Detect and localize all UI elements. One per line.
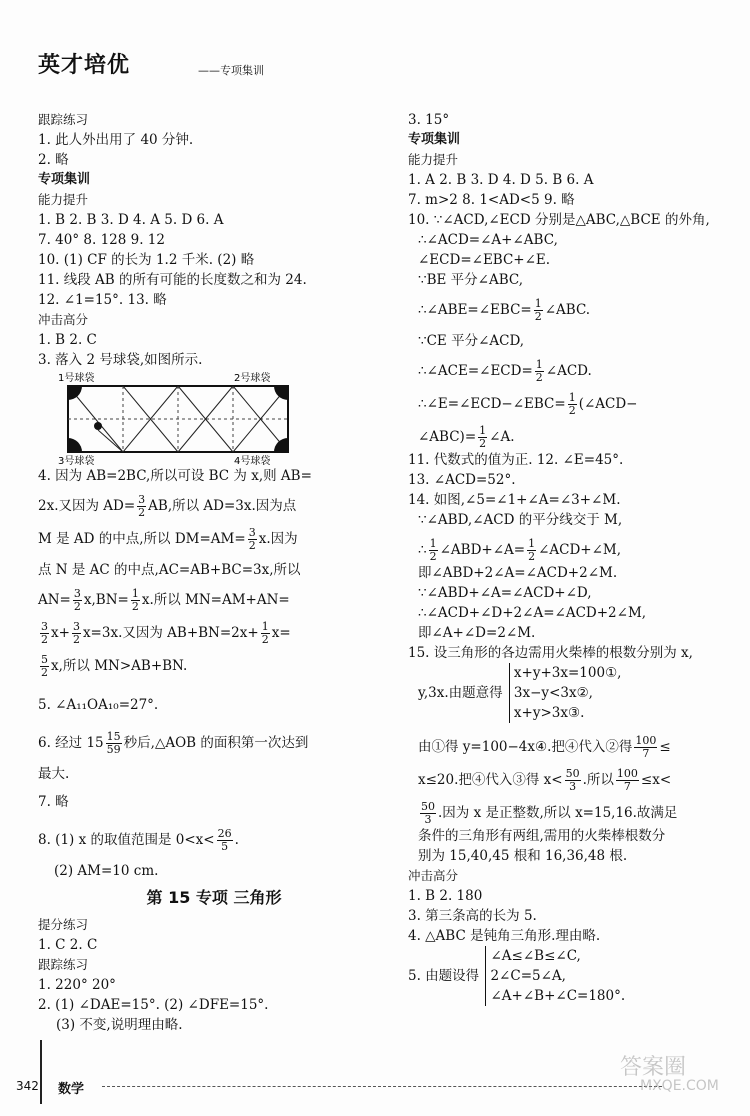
right-column (408, 110, 748, 1010)
answer-line: 4. △ABC 是钝角三角形.理由略. (408, 928, 601, 944)
answer-line: 7. 40° 8. 128 9. 12 (38, 232, 165, 248)
pocket-label-4: 4号球袋 (234, 456, 271, 466)
answer-line: ∵∠ABD,∠ACD 的平分线交于 M, (418, 512, 623, 528)
answer-line: 1. C 2. C (38, 937, 98, 953)
answer-line: 点 N 是 AC 的中点,AC=AB+BC=3x,所以 (38, 562, 301, 578)
pocket-label-1: 1号球袋 (58, 373, 95, 384)
left-column (38, 110, 390, 1035)
answer-line: 15. 设三角形的各边需用火柴棒的根数分别为 x, (408, 645, 693, 661)
answer-line: x≤20.把④代入③得 x< $\frac{50}{3}$ .所以 $\frac{100}{7}$ ≤x< (418, 767, 672, 793)
answer-line: (2) AM=10 cm. (54, 863, 159, 879)
answer-line: 5. ∠A₁₁OA₁₀=27°. (38, 697, 159, 713)
answer-line: 11. 代数式的值为正. 12. ∠E=45°. (408, 452, 624, 468)
answer-line: 2. (1) ∠DAE=15°. (2) ∠DFE=15°. (38, 997, 269, 1013)
answer-line: 条件的三角形有两组,需用的火柴棒根数分 (418, 828, 666, 844)
answer-line: ∵BE 平分∠ABC, (418, 272, 524, 288)
answer-line: 1. B 2. B 3. D 4. A 5. D 6. A (38, 212, 224, 228)
heading: 冲击高分 (408, 868, 459, 883)
answer-line: 7. 略 (38, 794, 69, 810)
answer-line: ∠ECD=∠EBC+∠E. (418, 252, 551, 268)
header-logo (30, 40, 360, 90)
answer-line: 3. 15° (408, 112, 450, 128)
answer-line: 6. 经过 15 $\frac{15}{59}$ 秒后,△AOB 的面积第一次达到 (38, 730, 309, 756)
subject-label: 数学 (58, 1082, 85, 1097)
answer-line: 由①得 y=100−4x④.把④代入②得 $\frac{100}{7}$ ≤ (418, 734, 671, 760)
answer-line: 10. (1) CF 的长为 1.2 千米. (2) 略 (38, 252, 255, 268)
answer-line: 4. 因为 AB=2BC,所以可设 BC 为 x,则 AB= (38, 468, 312, 484)
answer-line: ∴∠ACE=∠ECD= $\frac{1}{2}$ ∠ACD. (418, 358, 592, 384)
answer-line: $\frac{5}{2}$ x,所以 MN>AB+BN. (41, 653, 188, 679)
answer-line: M 是 AD 的中点,所以 DM=AM= $\frac{3}{2}$ x.因为 (38, 526, 298, 552)
billiard-table (38, 370, 338, 466)
heading: 专项集训 (38, 172, 91, 187)
equation-system: y,3x.由题意得 x+y+3x=100①, 3x−y<3x②, x+y>3x③. (418, 665, 622, 721)
answer-line: 14. 如图,∠5=∠1+∠A=∠3+∠M. (408, 492, 621, 508)
answer-line: $\frac{50}{3}$ .因为 x 是正整数,所以 x=15,16.故满足 (421, 800, 678, 826)
pocket-3 (68, 438, 82, 452)
answer-line: 12. ∠1=15°. 13. 略 (38, 292, 167, 308)
answer-line: ∠ABC)= $\frac{1}{2}$ ∠A. (418, 424, 515, 450)
answer-line: AN= $\frac{3}{2}$ x,BN= $\frac{1}{2}$ x.所以 MN=AM+AN= (38, 587, 290, 613)
heading: 冲击高分 (38, 312, 89, 327)
answer-line: 1. B 2. C (38, 332, 97, 348)
pocket-1 (68, 386, 82, 400)
heading: 跟踪练习 (38, 112, 89, 127)
answer-line: ∴ $\frac{1}{2}$ ∠ABD+∠A= $\frac{1}{2}$ ∠ACD+∠M, (418, 537, 622, 563)
answer-line: 13. ∠ACD=52°. (408, 472, 516, 488)
heading: 能力提升 (38, 192, 89, 207)
answer-line: (3) 不变,说明理由略. (56, 1017, 183, 1033)
pocket-4 (274, 438, 288, 452)
pocket-label-2: 2号球袋 (234, 373, 271, 384)
answer-line: ∴∠ABE=∠EBC= $\frac{1}{2}$ ∠ABC. (418, 297, 591, 323)
answer-line: 10. ∵∠ACD,∠ECD 分别是△ABC,△BCE 的外角, (408, 212, 710, 228)
answer-line: 3. 落入 2 号球袋,如图所示. (38, 352, 203, 368)
equation-system: 5. 由题设得 ∠A≤∠B≤∠C, 2∠C=5∠A, ∠A+∠B+∠C=180°. (408, 948, 626, 1004)
watermark-url: MXQE.COM (640, 1078, 719, 1094)
answer-line: 2x.又因为 AD= $\frac{3}{2}$ AB,所以 AD=3x.因为点 (38, 493, 297, 519)
answer-line: 即∠ABD+2∠A=∠ACD+2∠M. (418, 565, 618, 581)
heading: 专项集训 (408, 132, 461, 147)
answer-line: ∴∠ACD=∠A+∠ABC, (418, 232, 558, 248)
answer-line: 即∠A+∠D=2∠M. (418, 625, 536, 641)
watermark-logo: 答案圈 (620, 1055, 687, 1080)
answer-line: 11. 线段 AB 的所有可能的长度数之和为 24. (38, 272, 307, 288)
section-title: 第 15 专项 三角形 (146, 888, 282, 907)
footer-divider (102, 1086, 662, 1087)
pocket-2 (274, 386, 288, 400)
answer-line: ∴∠E=∠ECD−∠EBC= $\frac{1}{2}$ (∠ACD− (418, 391, 638, 417)
answer-line: 别为 15,40,45 根和 16,36,48 根. (418, 848, 628, 864)
answer-line: 2. 略 (38, 152, 69, 168)
heading: 跟踪练习 (38, 957, 89, 972)
answer-line: 最大. (38, 766, 70, 782)
brand-subtitle: ——专项集训 (198, 64, 264, 77)
answer-line: 7. m>2 8. 1<AD<5 9. 略 (408, 192, 575, 208)
pocket-label-3: 3号球袋 (58, 456, 95, 466)
answer-line: 1. B 2. 180 (408, 888, 483, 904)
answer-line: ∵∠ABD+∠A=∠ACD+∠D, (418, 585, 592, 601)
answer-line: 3. 第三条高的长为 5. (408, 908, 537, 924)
answer-line: 1. 220° 20° (38, 977, 116, 993)
page-number: 342 (16, 1079, 39, 1093)
answer-line: $\frac{3}{2}$ x+ $\frac{3}{2}$ x=3x.又因为 AB+BN=2x+ $\frac{1}{2}$ x= (41, 620, 291, 646)
answer-line: ∵CE 平分∠ACD, (418, 333, 525, 349)
brand-title: 英才培优 (38, 53, 131, 78)
answer-line: 1. 此人外出用了 40 分钟. (38, 132, 194, 148)
ball (94, 422, 102, 430)
answer-line: 8. (1) x 的取值范围是 0<x< $\frac{26}{5}$ . (38, 827, 239, 853)
answer-line: 1. A 2. B 3. D 4. D 5. B 6. A (408, 172, 594, 188)
heading: 提分练习 (38, 917, 89, 932)
answer-line: ∴∠ACD+∠D+2∠A=∠ACD+2∠M, (418, 605, 647, 621)
heading: 能力提升 (408, 152, 459, 167)
billiard-table-diagram (38, 370, 338, 466)
